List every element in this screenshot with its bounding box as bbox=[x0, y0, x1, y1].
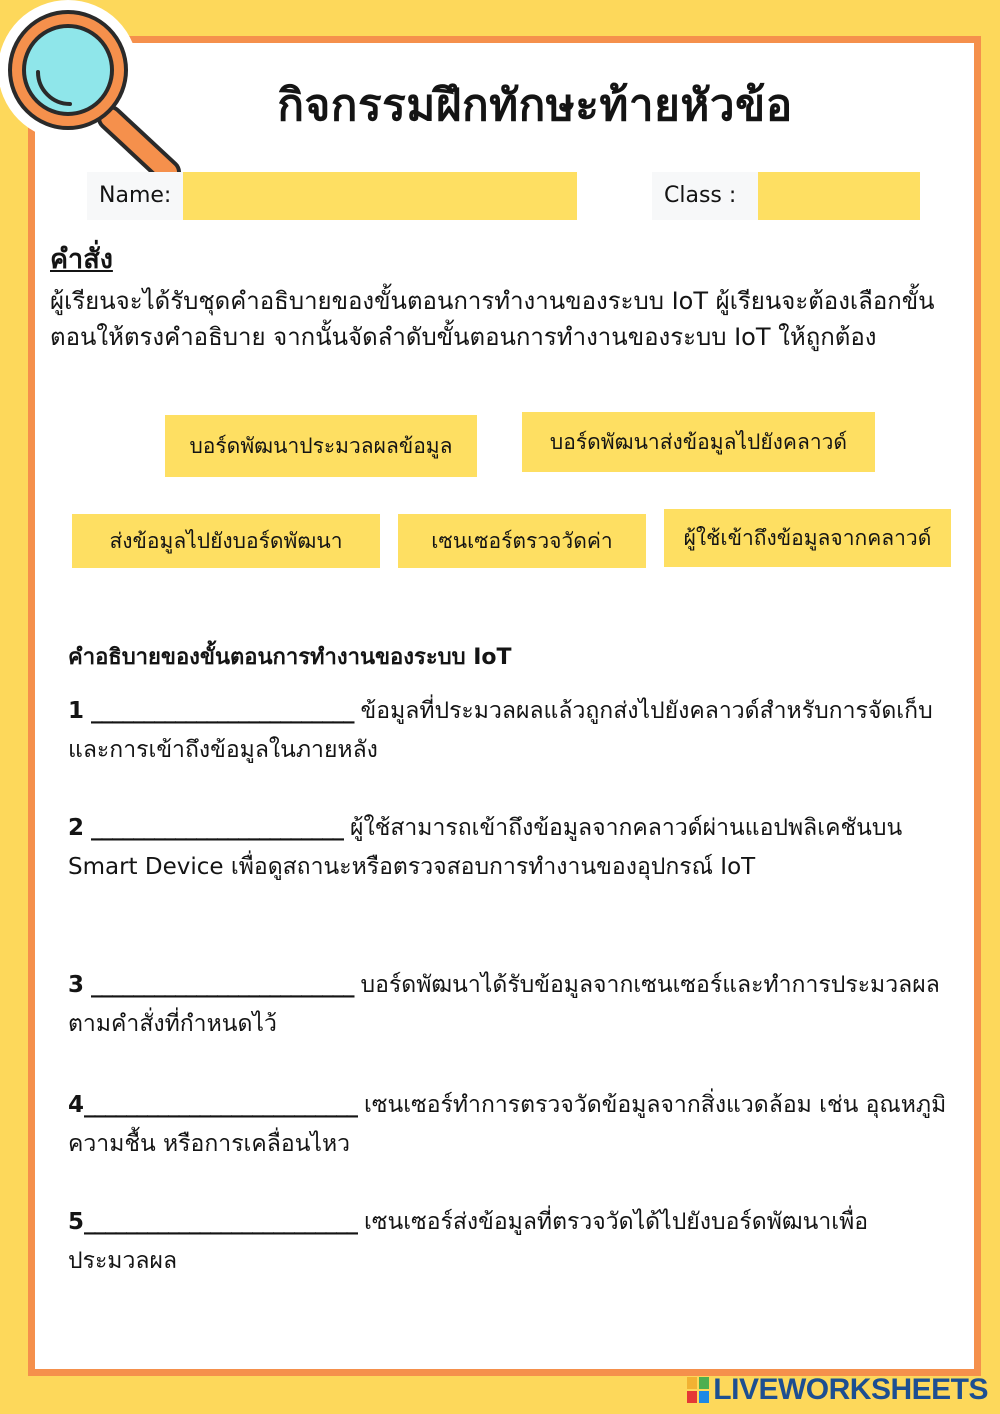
choice-chip[interactable]: เซนเซอร์ตรวจวัดค่า bbox=[398, 514, 646, 568]
answer-blank[interactable]: ________________________ bbox=[84, 815, 351, 841]
name-input[interactable] bbox=[183, 172, 577, 220]
description-item bbox=[68, 1086, 948, 1164]
class-label: Class : bbox=[652, 172, 758, 220]
liveworksheets-logo[interactable] bbox=[687, 1372, 988, 1408]
item-number: 2 bbox=[68, 815, 85, 841]
choice-chip[interactable]: ผู้ใช้เข้าถึงข้อมูลจากคลาวด์ bbox=[664, 509, 951, 567]
instructions-text: ผู้เรียนจะได้รับชุดคำอธิบายของขั้นตอนการทำงานของระบบ IoT ผู้เรียนจะต้องเลือกขั้นตอนให้ตรงคำอธิบาย จากนั้นจัดลำดับขั้นตอนการทำงานของระบบ IoT ให้ถูกต้อง bbox=[50, 287, 935, 351]
item-number: 3 bbox=[68, 972, 85, 998]
name-label: Name: bbox=[87, 172, 183, 220]
answer-blank[interactable]: _________________________ bbox=[84, 698, 361, 724]
item-text: เซนเซอร์ส่งข้อมูลที่ตรวจวัดได้ไปยังบอร์ดพัฒนาเพื่อประมวลผล bbox=[68, 1209, 869, 1274]
description-item bbox=[68, 966, 948, 1044]
liveworksheets-icon bbox=[687, 1377, 709, 1403]
choice-chip[interactable]: บอร์ดพัฒนาส่งข้อมูลไปยังคลาวด์ bbox=[522, 412, 875, 472]
instructions-heading: คำสั่ง bbox=[50, 244, 113, 275]
item-text: บอร์ดพัฒนาได้รับข้อมูลจากเซนเซอร์และทำการประมวลผลตามคำสั่งที่กำหนดไว้ bbox=[68, 972, 940, 1037]
item-text: เซนเซอร์ทำการตรวจวัดข้อมูลจากสิ่งแวดล้อม เช่น อุณหภูมิ ความชื้น หรือการเคลื่อนไหว bbox=[68, 1092, 947, 1157]
magnifying-glass-icon bbox=[0, 0, 200, 190]
answer-blank[interactable]: _________________________ bbox=[84, 972, 361, 998]
choice-chip[interactable]: ส่งข้อมูลไปยังบอร์ดพัฒนา bbox=[72, 514, 380, 568]
description-item bbox=[68, 692, 948, 770]
item-number: 4 bbox=[68, 1092, 85, 1118]
item-text: ผู้ใช้สามารถเข้าถึงข้อมูลจากคลาวด์ผ่านแอปพลิเคชันบน Smart Device เพื่อดูสถานะหรือตรวจสอบการทำงานของอุปกรณ์ IoT bbox=[68, 815, 903, 880]
page-title: กิจกรรมฝึกทักษะท้ายหัวข้อ bbox=[277, 80, 793, 131]
description-item bbox=[68, 1203, 948, 1281]
item-text: ข้อมูลที่ประมวลผลแล้วถูกส่งไปยังคลาวด์สำหรับการจัดเก็บและการเข้าถึงข้อมูลในภายหลัง bbox=[68, 698, 933, 763]
answer-blank[interactable]: __________________________ bbox=[84, 1092, 365, 1118]
logo-text: LIVEWORKSHEETS bbox=[713, 1373, 988, 1406]
class-input[interactable] bbox=[758, 172, 920, 220]
choice-chip[interactable]: บอร์ดพัฒนาประมวลผลข้อมูล bbox=[165, 415, 477, 477]
item-number: 5 bbox=[68, 1209, 85, 1235]
descriptions-heading: คำอธิบายของขั้นตอนการทำงานของระบบ IoT bbox=[68, 645, 512, 670]
answer-blank[interactable]: __________________________ bbox=[84, 1209, 365, 1235]
item-number: 1 bbox=[68, 698, 85, 724]
description-item bbox=[68, 809, 948, 887]
